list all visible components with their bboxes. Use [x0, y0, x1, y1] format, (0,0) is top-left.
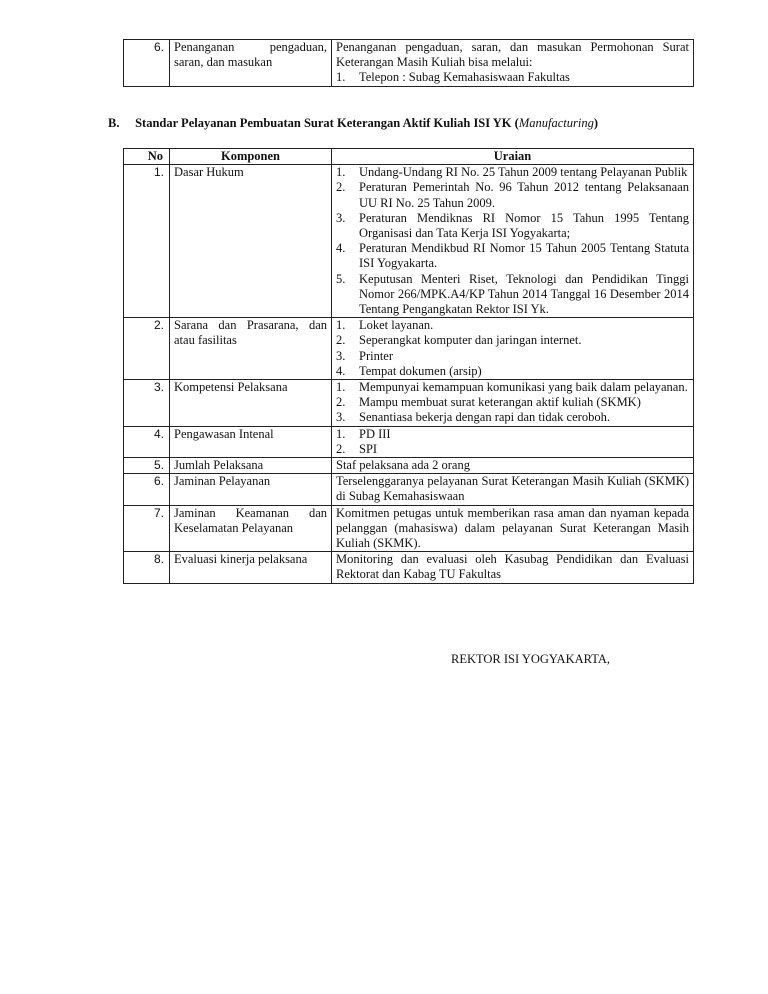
section-letter: B. — [108, 116, 120, 130]
list-item — [336, 380, 689, 395]
top-table — [123, 39, 694, 87]
table-row — [124, 40, 694, 87]
list-text: Peraturan Pemerintah No. 96 Tahun 2012 tentang Pelaksanaan UU RI No. 25 Tahun 2009. — [359, 180, 689, 210]
section-title-end: ) — [593, 116, 598, 130]
uraian-list — [336, 165, 689, 317]
list-number: 3. — [336, 410, 346, 425]
list-item — [336, 442, 689, 457]
uraian-cell — [332, 380, 694, 427]
row-number: 4. — [124, 426, 170, 457]
row-number: 6. — [124, 474, 170, 505]
komponen-cell: Jaminan Pelayanan — [170, 474, 332, 505]
list-item — [336, 272, 689, 318]
header-komponen: Komponen — [170, 149, 332, 165]
list-number: 4. — [336, 363, 346, 378]
uraian-cell: Terselenggaranya pelayanan Surat Keterangan Masih Kuliah (SKMK) di Subag Kemahasiswaan — [332, 474, 694, 505]
table-header-row — [124, 149, 694, 165]
list-number: 3. — [336, 348, 346, 363]
list-item — [336, 70, 689, 85]
komponen-cell: Jumlah Pelaksana — [170, 458, 332, 474]
uraian-text: Penanganan pengaduan, saran, dan masukan Permohonan Surat Keterangan Masih Kuliah bisa melalui: — [336, 40, 689, 70]
list-text: Keputusan Menteri Riset, Teknologi dan Pendidikan Tinggi Nomor 266/MPK.A4/KP Tahun 2014 Tanggal 16 Desember 2014 Tentang Pengangkatan Rektor ISI Yk. — [359, 271, 689, 317]
list-item — [336, 364, 689, 379]
table-row — [124, 318, 694, 380]
list-number: 2. — [336, 180, 346, 195]
list-item — [336, 318, 689, 333]
section-title — [108, 116, 598, 131]
row-number: 1. — [124, 165, 170, 318]
signature-title: REKTOR ISI YOGYAKARTA, — [451, 652, 611, 666]
list-number: 2. — [336, 441, 346, 456]
list-text: SPI — [359, 441, 378, 456]
komponen-cell: Penanganan pengaduan, saran, dan masukan — [170, 40, 332, 87]
list-text: Printer — [359, 348, 394, 363]
list-number: 4. — [336, 241, 346, 256]
row-number: 6. — [124, 40, 170, 87]
table-row — [124, 380, 694, 427]
komponen-cell: Pengawasan Intenal — [170, 426, 332, 457]
table-row — [124, 458, 694, 474]
uraian-cell — [332, 318, 694, 380]
table-row — [124, 552, 694, 583]
row-number: 8. — [124, 552, 170, 583]
list-text: Senantiasa bekerja dengan rapi dan tidak ceroboh. — [359, 410, 610, 425]
table-row — [124, 474, 694, 505]
uraian-list — [336, 380, 689, 426]
uraian-cell — [332, 426, 694, 457]
list-text: Peraturan Mendikbud RI Nomor 15 Tahun 2005 Tentang Statuta ISI Yogyakarta. — [359, 241, 689, 271]
list-number: 2. — [336, 333, 346, 348]
uraian-cell: Komitmen petugas untuk memberikan rasa aman dan nyaman kepada pelanggan (mahasiswa) dalam pelayanan Surat Keterangan Masih Kuliah (SKMK). — [332, 505, 694, 552]
table-row — [124, 426, 694, 457]
table-row — [124, 165, 694, 318]
table-body — [124, 165, 694, 583]
list-number: 1. — [336, 165, 346, 180]
row-number: 2. — [124, 318, 170, 380]
uraian-cell — [332, 165, 694, 318]
section-title-text: Standar Pelayanan Pembuatan Surat Keterangan Aktif Kuliah ISI YK ( — [135, 116, 519, 130]
komponen-cell: Kompetensi Pelaksana — [170, 380, 332, 427]
uraian-list — [336, 70, 689, 85]
komponen-cell: Sarana dan Prasarana, dan atau fasilitas — [170, 318, 332, 380]
list-text: Peraturan Mendiknas RI Nomor 15 Tahun 1995 Tentang Organisasi dan Tata Kerja ISI Yogyakarta; — [359, 210, 689, 241]
komponen-cell: Jaminan Keamanan dan Keselamatan Pelayanan — [170, 505, 332, 552]
list-item — [336, 241, 689, 271]
row-number: 3. — [124, 380, 170, 427]
list-item — [336, 427, 689, 442]
header-uraian: Uraian — [332, 149, 694, 165]
service-standard-table — [123, 148, 694, 584]
list-text: Seperangkat komputer dan jaringan internet. — [359, 333, 582, 348]
uraian-list — [336, 318, 689, 379]
list-item — [336, 410, 689, 425]
list-number: 2. — [336, 395, 346, 410]
row-number: 7. — [124, 505, 170, 552]
list-number: 1. — [336, 380, 346, 395]
list-item — [336, 349, 689, 364]
uraian-cell: Staf pelaksana ada 2 orang — [332, 458, 694, 474]
list-item — [336, 180, 689, 210]
header-no: No — [124, 149, 170, 165]
list-text: Loket layanan. — [359, 318, 434, 333]
list-number: 1. — [336, 426, 346, 441]
list-number: 3. — [336, 210, 346, 225]
list-text: Mampu membuat surat keterangan aktif kuliah (SKMK) — [359, 395, 641, 410]
table-row — [124, 505, 694, 552]
list-item — [336, 395, 689, 410]
list-number: 5. — [336, 271, 346, 286]
row-number: 5. — [124, 458, 170, 474]
komponen-cell: Dasar Hukum — [170, 165, 332, 318]
list-text: Undang-Undang RI No. 25 Tahun 2009 tentang Pelayanan Publik — [359, 165, 688, 180]
list-text: PD III — [359, 426, 391, 441]
list-item — [336, 333, 689, 348]
list-number: 1. — [336, 318, 346, 333]
uraian-cell: Monitoring dan evaluasi oleh Kasubag Pendidikan dan Evaluasi Rektorat dan Kabag TU Fakultas — [332, 552, 694, 583]
list-text: Tempat dokumen (arsip) — [359, 363, 482, 378]
section-title-italic: Manufacturing — [518, 116, 594, 130]
list-number: 1. — [336, 70, 346, 85]
uraian-cell — [332, 40, 694, 87]
list-item — [336, 211, 689, 241]
list-item — [336, 165, 689, 180]
uraian-list — [336, 427, 689, 457]
list-text: Mempunyai kemampuan komunikasi yang baik dalam pelayanan. — [359, 380, 688, 395]
list-text: Telepon : Subag Kemahasiswaan Fakultas — [359, 70, 570, 85]
komponen-cell: Evaluasi kinerja pelaksana — [170, 552, 332, 583]
